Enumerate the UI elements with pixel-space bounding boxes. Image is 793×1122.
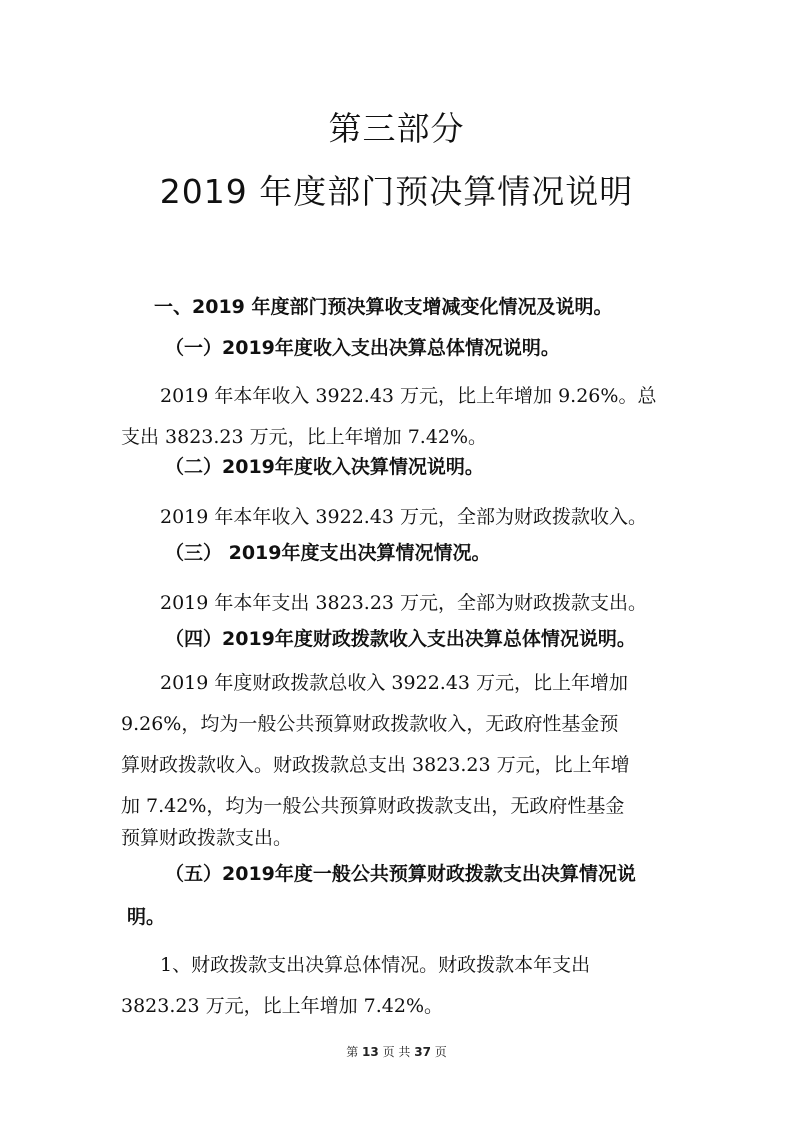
paragraph-line: 预算财政拨款支出。 [121,827,293,849]
part-title: 第三部分 [328,109,465,148]
paragraph-line: 加 7.42%，均为一般公共预算财政拨款支出，无政府性基金 [121,795,625,817]
total-page-number: 37 [414,1045,431,1059]
current-page-number: 13 [362,1045,379,1059]
section-heading: 一、2019 年度部门预决算收支增减变化情况及说明。 [154,296,613,318]
paragraph-line: 2019 年度财政拨款总收入 3922.43 万元，比上年增加 [160,672,629,694]
page-footer-prefix: 第 [346,1045,359,1059]
paragraph-line: 9.26%，均为一般公共预算财政拨款收入，无政府性基金预 [121,713,619,735]
subsection-heading-2: （二）2019年度收入决算情况说明。 [165,456,484,478]
paragraph-line: 2019 年本年收入 3922.43 万元，比上年增加 9.26%。总 [160,385,657,407]
paragraph-line: 3823.23 万元，比上年增加 7.42%。 [121,995,444,1017]
subsection-heading-4: （四）2019年度财政拨款收入支出决算总体情况说明。 [165,628,636,650]
page-footer [0,1043,793,1060]
paragraph-line: 2019 年本年收入 3922.43 万元，全部为财政拨款收入。 [160,506,648,528]
page-footer-suffix: 页 [434,1045,447,1059]
subsection-heading-5: （五）2019年度一般公共预算财政拨款支出决算情况说 [165,863,636,885]
paragraph-line: 支出 3823.23 万元，比上年增加 7.42%。 [121,426,488,448]
document-title: 2019 年度部门预决算情况说明 [159,172,634,211]
subsection-heading-5-cont: 明。 [127,906,166,928]
paragraph-line: 算财政拨款收入。财政拨款总支出 3823.23 万元，比上年增 [121,754,630,776]
subsection-heading-3: （三） 2019年度支出决算情况情况。 [165,542,491,564]
page-footer-middle: 页 共 [382,1045,411,1059]
subsection-heading-1: （一）2019年度收入支出决算总体情况说明。 [165,337,560,359]
paragraph-line: 1、财政拨款支出决算总体情况。财政拨款本年支出 [160,954,591,976]
paragraph-line: 2019 年本年支出 3823.23 万元，全部为财政拨款支出。 [160,592,648,614]
